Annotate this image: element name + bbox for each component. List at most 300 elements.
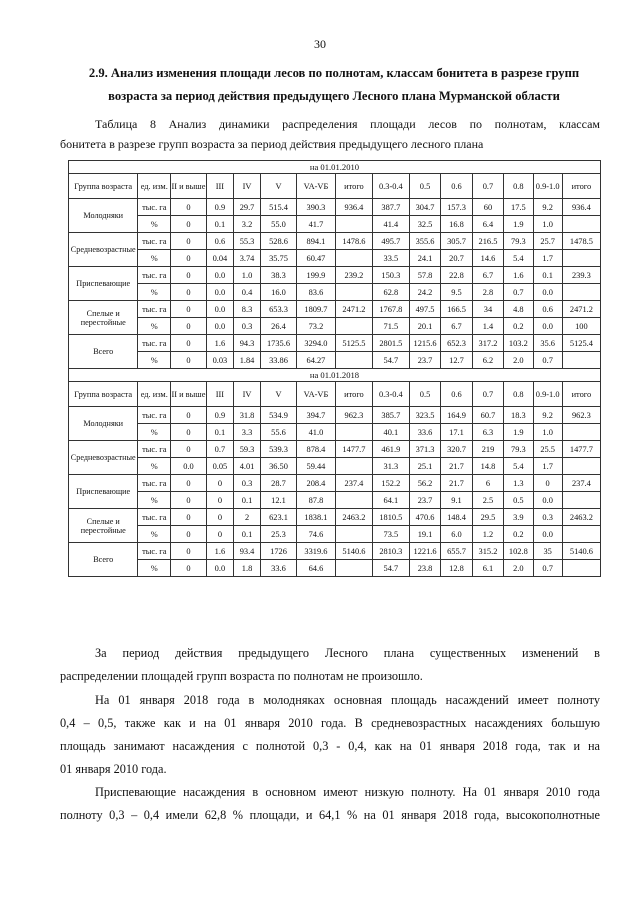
table-cell: 0	[171, 267, 207, 284]
column-header: 0.3-0.4	[372, 174, 409, 199]
table-cell: 23.7	[409, 492, 440, 509]
table-cell	[335, 352, 372, 369]
table-cell: 59.44	[296, 458, 335, 475]
table-cell: 17.1	[441, 424, 472, 441]
table-cell: 0.1	[233, 492, 260, 509]
column-header: 0.6	[441, 174, 472, 199]
unit-cell: %	[138, 284, 171, 301]
table-cell: 1809.7	[296, 301, 335, 318]
table-cell: 1.7	[533, 250, 562, 267]
age-group-label: Приспевающие	[69, 267, 138, 301]
table-cell: 1838.1	[296, 509, 335, 526]
table-cell: 495.7	[372, 233, 409, 250]
table-cell: 0	[171, 216, 207, 233]
table-cell: 57.8	[409, 267, 440, 284]
paragraph-line: площадь занимают насаждения с полнотой 0,3 - 0,4, как на 01 января 2018 года, так и на	[60, 739, 600, 753]
table-cell: 2.5	[472, 492, 503, 509]
table-cell: 199.9	[296, 267, 335, 284]
table-cell: 24.1	[409, 250, 440, 267]
table-row	[69, 475, 601, 492]
table-cell: 371.3	[409, 441, 440, 458]
table-cell: 93.4	[233, 543, 260, 560]
table-cell: 35.6	[533, 335, 562, 352]
age-group-label: Спелые и перестойные	[69, 301, 138, 335]
table-cell: 0	[171, 250, 207, 267]
unit-cell: тыс. га	[138, 199, 171, 216]
table-cell	[335, 492, 372, 509]
table-cell: 239.2	[335, 267, 372, 284]
table-cell: 0.7	[533, 560, 562, 577]
age-group-label: Спелые и перестойные	[69, 509, 138, 543]
column-header: III	[206, 382, 233, 407]
unit-cell: тыс. га	[138, 543, 171, 560]
table-row	[69, 441, 601, 458]
age-group-label: Молодняки	[69, 407, 138, 441]
table-cell: 20.7	[441, 250, 472, 267]
table-cell: 2471.2	[562, 301, 600, 318]
table-cell: 152.2	[372, 475, 409, 492]
table-cell: 5.4	[504, 458, 533, 475]
table-cell: 461.9	[372, 441, 409, 458]
table-cell: 237.4	[335, 475, 372, 492]
table-row	[69, 352, 601, 369]
table-cell: 0.7	[533, 352, 562, 369]
table-cell: 60	[472, 199, 503, 216]
table-cell: 0.9	[206, 407, 233, 424]
unit-cell: тыс. га	[138, 233, 171, 250]
table-cell: 0	[171, 318, 207, 335]
column-header: итого	[562, 382, 600, 407]
table-cell: 1.0	[233, 267, 260, 284]
table-cell	[562, 216, 600, 233]
section-label: на 01.01.2018	[69, 369, 601, 382]
table-cell: 1.0	[533, 424, 562, 441]
table-cell: 64.6	[296, 560, 335, 577]
table-cell: 9.2	[533, 407, 562, 424]
table-cell: 33.5	[372, 250, 409, 267]
age-group-label: Средневозрастные	[69, 441, 138, 475]
table-cell: 0	[171, 543, 207, 560]
table-cell: 320.7	[441, 441, 472, 458]
table-cell: 6.3	[472, 424, 503, 441]
table-cell: 36.50	[261, 458, 297, 475]
table-cell: 0.3	[233, 475, 260, 492]
table-cell: 12.1	[261, 492, 297, 509]
table-cell: 33.86	[261, 352, 297, 369]
table-cell: 304.7	[409, 199, 440, 216]
table-cell: 0.0	[206, 301, 233, 318]
table-cell: 1221.6	[409, 543, 440, 560]
table-cell: 17.5	[504, 199, 533, 216]
table-cell: 5140.6	[335, 543, 372, 560]
table-cell: 6.7	[472, 267, 503, 284]
table-cell: 2.0	[504, 352, 533, 369]
table-cell: 0	[171, 475, 207, 492]
table-cell: 0.9	[206, 199, 233, 216]
column-header: итого	[335, 174, 372, 199]
section-heading: 2.9. Анализ изменения площади лесов по полнотам, классам бонитета в разрезе групп возраста за период действия предыдущего Лесного плана Мурманской области	[88, 66, 580, 103]
table-cell: 323.5	[409, 407, 440, 424]
table-cell: 166.5	[441, 301, 472, 318]
table-cell: 31.3	[372, 458, 409, 475]
table-cell: 878.4	[296, 441, 335, 458]
table-cell: 0	[171, 526, 207, 543]
table-cell: 18.3	[504, 407, 533, 424]
table-cell: 655.7	[441, 543, 472, 560]
table-cell: 54.7	[372, 352, 409, 369]
table-cell: 59.3	[233, 441, 260, 458]
table-cell: 1.4	[472, 318, 503, 335]
table-cell: 394.7	[296, 407, 335, 424]
column-header: 0.8	[504, 174, 533, 199]
table-cell: 41.0	[296, 424, 335, 441]
table-cell: 3.74	[233, 250, 260, 267]
table-cell: 64.1	[372, 492, 409, 509]
table-cell: 216.5	[472, 233, 503, 250]
table-cell: 2463.2	[335, 509, 372, 526]
table-cell: 1.0	[533, 216, 562, 233]
paragraph-line: На 01 января 2018 года в молодняках основная площадь насаждений имеет полноту	[95, 693, 600, 707]
table-cell: 470.6	[409, 509, 440, 526]
table-row	[69, 267, 601, 284]
table-cell: 157.3	[441, 199, 472, 216]
table-cell: 1.6	[206, 543, 233, 560]
table-cell: 0	[171, 492, 207, 509]
table-cell: 0.7	[504, 284, 533, 301]
table-cell: 41.4	[372, 216, 409, 233]
table-cell: 14.6	[472, 250, 503, 267]
table-cell: 0.1	[206, 216, 233, 233]
table-cell: 305.7	[441, 233, 472, 250]
column-header: итого	[562, 174, 600, 199]
table-cell: 0	[171, 199, 207, 216]
table-cell	[562, 492, 600, 509]
paragraph-1	[60, 642, 600, 688]
table-row	[69, 250, 601, 267]
table-cell: 0	[171, 509, 207, 526]
column-header: III	[206, 174, 233, 199]
table-cell: 23.8	[409, 560, 440, 577]
table-cell: 0.03	[206, 352, 233, 369]
table-cell: 4.01	[233, 458, 260, 475]
table-cell: 0.1	[233, 526, 260, 543]
table-cell: 1810.5	[372, 509, 409, 526]
table-cell: 1726	[261, 543, 297, 560]
table-cell	[335, 458, 372, 475]
table-cell: 55.3	[233, 233, 260, 250]
table-cell: 19.1	[409, 526, 440, 543]
table-cell: 9.5	[441, 284, 472, 301]
table-cell: 2463.2	[562, 509, 600, 526]
table-cell: 60.47	[296, 250, 335, 267]
table-cell	[562, 352, 600, 369]
table-cell: 3294.0	[296, 335, 335, 352]
table-cell: 2810.3	[372, 543, 409, 560]
table-cell: 9.2	[533, 199, 562, 216]
header-row	[69, 174, 601, 199]
section-label: на 01.01.2010	[69, 161, 601, 174]
unit-cell: %	[138, 216, 171, 233]
table-cell: 29.5	[472, 509, 503, 526]
column-header: ед. изм.	[138, 174, 171, 199]
table-cell: 0.0	[533, 526, 562, 543]
table-cell: 102.8	[504, 543, 533, 560]
paragraph-line: Приспевающие насаждения в основном имеют низкую полноту. На 01 января 2010 года	[95, 785, 600, 799]
table-cell: 653.3	[261, 301, 297, 318]
table-cell: 40.1	[372, 424, 409, 441]
table-cell: 94.3	[233, 335, 260, 352]
column-header: 0.9-1.0	[533, 174, 562, 199]
column-header: 0.7	[472, 382, 503, 407]
table-cell: 0	[206, 475, 233, 492]
column-header: II и выше	[171, 174, 207, 199]
table-cell: 2	[233, 509, 260, 526]
table-cell	[562, 526, 600, 543]
table-cell: 21.7	[441, 475, 472, 492]
table-row	[69, 407, 601, 424]
caption-line-1: Таблица 8 Анализ динамики распределения площади лесов по полнотам, классам	[95, 117, 600, 131]
table-cell: 237.4	[562, 475, 600, 492]
table-cell	[335, 284, 372, 301]
column-header: Группа возраста	[69, 174, 138, 199]
unit-cell: %	[138, 526, 171, 543]
table-cell: 0	[206, 526, 233, 543]
table-cell: 0.3	[533, 509, 562, 526]
table-cell: 962.3	[562, 407, 600, 424]
table-cell: 33.6	[261, 560, 297, 577]
table-cell: 0.4	[233, 284, 260, 301]
table-cell: 3.9	[504, 509, 533, 526]
table-cell: 0.0	[206, 284, 233, 301]
column-header: 0.9-1.0	[533, 382, 562, 407]
age-group-label: Молодняки	[69, 199, 138, 233]
table-cell: 0	[171, 335, 207, 352]
column-header: 0.5	[409, 382, 440, 407]
table-cell: 16.0	[261, 284, 297, 301]
table-cell: 14.8	[472, 458, 503, 475]
paragraph-line: За период действия предыдущего Лесного плана существенных изменений в	[95, 646, 600, 660]
table-cell: 1.9	[504, 424, 533, 441]
table-cell: 71.5	[372, 318, 409, 335]
table-cell: 0.1	[206, 424, 233, 441]
table-cell	[335, 424, 372, 441]
table-cell: 25.3	[261, 526, 297, 543]
table-cell: 0	[171, 424, 207, 441]
table-cell: 385.7	[372, 407, 409, 424]
table-cell: 623.1	[261, 509, 297, 526]
table-cell: 0.0	[206, 318, 233, 335]
table-cell: 0.0	[171, 458, 207, 475]
table-row	[69, 301, 601, 318]
unit-cell: %	[138, 352, 171, 369]
column-header: VA-VБ	[296, 382, 335, 407]
caption-line-2: бонитета в разрезе групп возраста за период действия предыдущего лесного плана	[60, 137, 484, 151]
table-cell: 5125.4	[562, 335, 600, 352]
table-cell: 34	[472, 301, 503, 318]
table-row	[69, 492, 601, 509]
table-cell: 24.2	[409, 284, 440, 301]
table-cell: 35.75	[261, 250, 297, 267]
table-row	[69, 335, 601, 352]
paragraph-2	[60, 689, 600, 781]
table-cell: 83.6	[296, 284, 335, 301]
table-cell: 1.6	[504, 267, 533, 284]
column-header: 0.3-0.4	[372, 382, 409, 407]
column-header: V	[261, 382, 297, 407]
table-row	[69, 424, 601, 441]
table-cell: 528.6	[261, 233, 297, 250]
table-cell: 12.7	[441, 352, 472, 369]
table-cell	[562, 458, 600, 475]
table-cell: 0.0	[533, 492, 562, 509]
table-cell: 1.3	[504, 475, 533, 492]
table-cell: 1478.5	[562, 233, 600, 250]
table-cell	[562, 250, 600, 267]
table-cell: 317.2	[472, 335, 503, 352]
table-cell: 0.5	[504, 492, 533, 509]
table-cell: 60.7	[472, 407, 503, 424]
column-header: 0.5	[409, 174, 440, 199]
table-cell: 9.1	[441, 492, 472, 509]
table-cell: 539.3	[261, 441, 297, 458]
unit-cell: тыс. га	[138, 407, 171, 424]
table-cell: 0.0	[206, 560, 233, 577]
table-cell: 936.4	[562, 199, 600, 216]
unit-cell: тыс. га	[138, 301, 171, 318]
section-row	[69, 369, 601, 382]
table-cell: 148.4	[441, 509, 472, 526]
table-cell: 0	[171, 407, 207, 424]
table-cell: 8.3	[233, 301, 260, 318]
table-cell: 150.3	[372, 267, 409, 284]
paragraph-line: полноту 0,3 – 0,4 имели 62,8 % площади, и 64,1 % на 01 января 2018 года, высокополнотные	[60, 808, 600, 822]
table-row	[69, 233, 601, 250]
table-cell: 1735.6	[261, 335, 297, 352]
table-cell: 74.6	[296, 526, 335, 543]
table-cell: 6	[472, 475, 503, 492]
column-header: ед. изм.	[138, 382, 171, 407]
table-cell: 1.7	[533, 458, 562, 475]
table-cell: 73.5	[372, 526, 409, 543]
table-cell: 1.2	[472, 526, 503, 543]
header-row	[69, 382, 601, 407]
table-cell: 0.1	[533, 267, 562, 284]
table-cell: 936.4	[335, 199, 372, 216]
table-row	[69, 318, 601, 335]
table-cell: 25.7	[533, 233, 562, 250]
table-cell	[335, 250, 372, 267]
table-cell: 164.9	[441, 407, 472, 424]
unit-cell: тыс. га	[138, 509, 171, 526]
table-cell: 28.7	[261, 475, 297, 492]
table-cell: 355.6	[409, 233, 440, 250]
column-header: 0.6	[441, 382, 472, 407]
table-cell: 6.2	[472, 352, 503, 369]
table-cell: 5.4	[504, 250, 533, 267]
table-cell	[562, 284, 600, 301]
table-cell: 29.7	[233, 199, 260, 216]
table-row	[69, 543, 601, 560]
column-header: 0.7	[472, 174, 503, 199]
table-cell: 25.5	[533, 441, 562, 458]
unit-cell: %	[138, 492, 171, 509]
table-cell: 1478.6	[335, 233, 372, 250]
table-cell: 0	[171, 301, 207, 318]
unit-cell: %	[138, 458, 171, 475]
table-cell: 33.6	[409, 424, 440, 441]
table-cell: 2801.5	[372, 335, 409, 352]
paragraph-line: распределении площадей групп возраста по полнотам не произошло.	[60, 669, 423, 683]
forest-stats-table	[68, 160, 601, 577]
table-cell: 0.04	[206, 250, 233, 267]
table-row	[69, 216, 601, 233]
table-cell: 0.05	[206, 458, 233, 475]
table-cell: 1477.7	[562, 441, 600, 458]
table-cell: 1.6	[206, 335, 233, 352]
table-cell: 0.2	[504, 526, 533, 543]
unit-cell: %	[138, 318, 171, 335]
table-cell: 62.8	[372, 284, 409, 301]
table-cell	[335, 318, 372, 335]
table-cell: 3319.6	[296, 543, 335, 560]
unit-cell: %	[138, 250, 171, 267]
table-cell: 79.3	[504, 441, 533, 458]
table-cell: 25.1	[409, 458, 440, 475]
table-cell: 0	[171, 233, 207, 250]
table-cell: 6.1	[472, 560, 503, 577]
table-cell: 3.3	[233, 424, 260, 441]
table-cell: 0.0	[206, 267, 233, 284]
table-cell: 962.3	[335, 407, 372, 424]
table-cell: 1215.6	[409, 335, 440, 352]
table-row	[69, 526, 601, 543]
unit-cell: тыс. га	[138, 267, 171, 284]
table-row	[69, 560, 601, 577]
column-header: Группа возраста	[69, 382, 138, 407]
table-cell: 0.6	[206, 233, 233, 250]
age-group-label: Всего	[69, 335, 138, 369]
table-cell: 1767.8	[372, 301, 409, 318]
age-group-label: Приспевающие	[69, 475, 138, 509]
table-cell: 219	[472, 441, 503, 458]
table-cell: 87.8	[296, 492, 335, 509]
table-cell: 515.4	[261, 199, 297, 216]
unit-cell: тыс. га	[138, 335, 171, 352]
table-cell: 208.4	[296, 475, 335, 492]
table-row	[69, 509, 601, 526]
table-cell: 32.5	[409, 216, 440, 233]
table-cell: 390.3	[296, 199, 335, 216]
table-caption	[60, 114, 600, 154]
table-cell: 2.8	[472, 284, 503, 301]
table-cell: 0	[171, 441, 207, 458]
table-cell: 0.2	[504, 318, 533, 335]
table-row	[69, 199, 601, 216]
table-cell: 1.84	[233, 352, 260, 369]
column-header: VA-VБ	[296, 174, 335, 199]
table-cell: 35	[533, 543, 562, 560]
table-cell: 497.5	[409, 301, 440, 318]
section-row	[69, 161, 601, 174]
table-cell: 31.8	[233, 407, 260, 424]
column-header: II и выше	[171, 382, 207, 407]
table-cell: 16.8	[441, 216, 472, 233]
table-cell: 0.6	[533, 301, 562, 318]
table-cell: 2.0	[504, 560, 533, 577]
table-cell: 534.9	[261, 407, 297, 424]
table-cell: 6.4	[472, 216, 503, 233]
table-row	[69, 284, 601, 301]
